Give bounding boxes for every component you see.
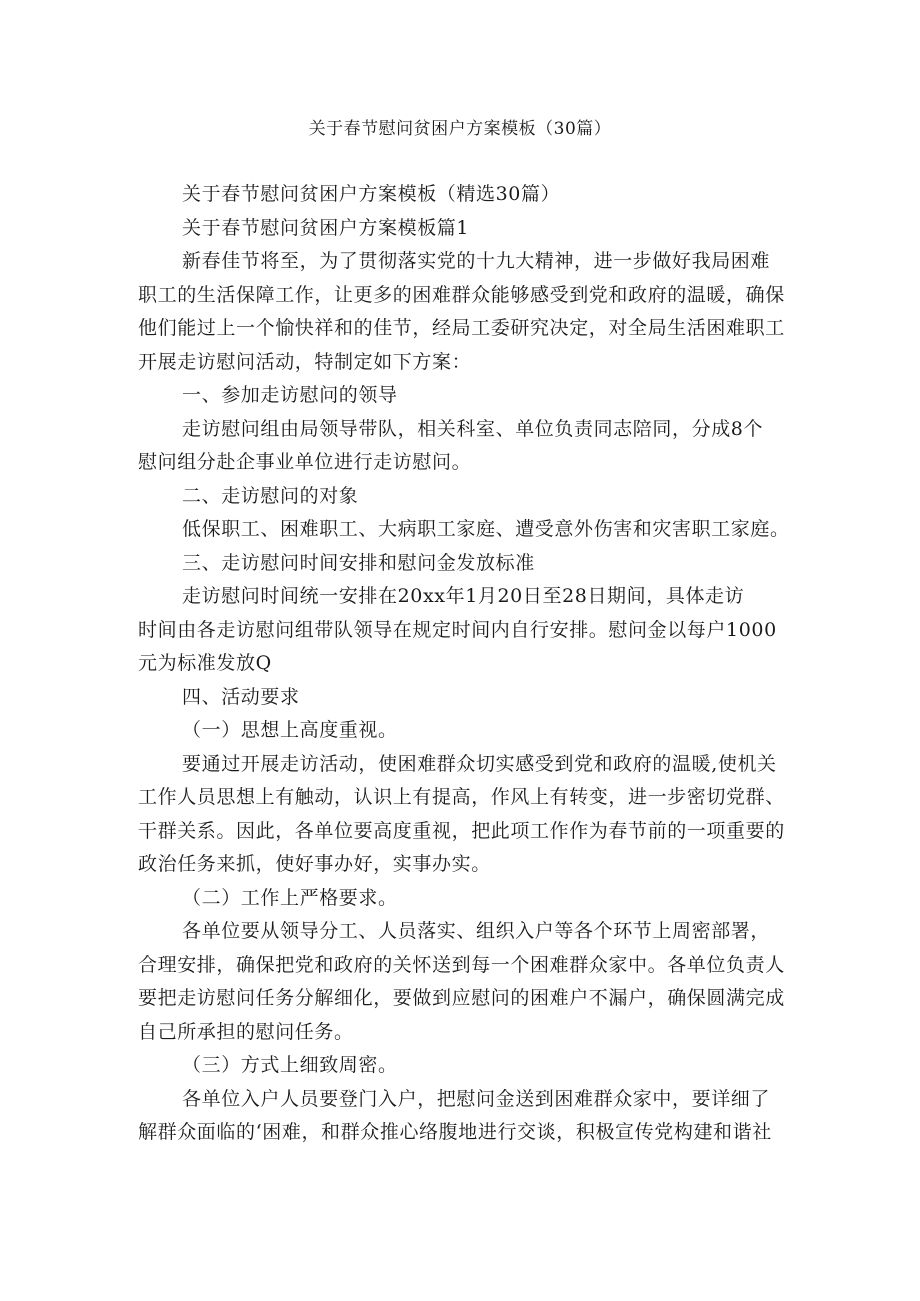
- body-line: 关于春节慰问贫困户方案模板篇1: [182, 216, 470, 239]
- body-line: 慰问组分赴企事业单位进行走访慰问。: [138, 451, 472, 473]
- body-line: 政治任务来抓，使好事办好，实事办实。: [138, 853, 491, 875]
- body-line: 开展走访慰问活动，特制定如下方案：: [138, 350, 472, 373]
- body-line: （三）方式上细致周密。: [182, 1054, 398, 1076]
- body-line: 一、参加走访慰问的领导: [182, 384, 398, 406]
- body-line: 职工的生活保障工作，让更多的困难群众能够感受到党和政府的温暖，确保: [138, 283, 785, 306]
- body-line: 各单位入户人员要登门入户，把慰问金送到困难群众家中，要详细了: [182, 1087, 771, 1110]
- document-title: 关于春节慰问贫困户方案模板（30篇）: [308, 119, 612, 139]
- body-line: 走访慰问组由局领导带队，相关科室、单位负责同志陪同，分成8个: [182, 417, 764, 440]
- body-line: （一）思想上高度重视。: [182, 719, 398, 741]
- body-line: 元为标准发放Q: [138, 652, 272, 674]
- body-line: 低保职工、困难职工、大病职工家庭、遭受意外伤害和灾害职工家庭。: [182, 518, 790, 540]
- body-line: 要通过开展走访活动，使困难群众切实感受到党和政府的温暖,使机关: [182, 752, 777, 775]
- body-line: 他们能过上一个愉快祥和的佳节，经局工委研究决定，对全局生活困难职工: [138, 317, 785, 339]
- body-line: 四、活动要求: [182, 685, 300, 708]
- body-line: 时间由各走访慰问组带队领导在规定时间内自行安排。慰问金以每户1000: [138, 618, 777, 641]
- body-line: 二、走访慰问的对象: [182, 484, 359, 507]
- body-line: 三、走访慰问时间安排和慰问金发放标准: [182, 551, 535, 574]
- document-body: [138, 178, 790, 1150]
- body-line: 干群关系。因此，各单位要高度重视，把此项工作作为春节前的一项重要的: [138, 819, 785, 842]
- body-line: 走访慰问时间统一安排在20xx年1月20日至28日期间，具体走访: [182, 585, 745, 607]
- body-line: 关于春节慰问贫困户方案模板（精选30篇）: [182, 183, 561, 205]
- body-line: 合理安排，确保把党和政府的关怀送到每一个困难群众家中。各单位负责人: [138, 953, 785, 976]
- body-line: 解群众面临的‘困难，和群众推心络腹地进行交谈，积极宣传党构建和谐社: [138, 1121, 772, 1143]
- body-line: 新春佳节将至，为了贯彻落实党的十九大精神，进一步做好我局困难: [182, 250, 771, 272]
- body-line: 要把走访慰问任务分解细化，要做到应慰问的困难户不漏户，确保圆满完成: [138, 987, 785, 1009]
- body-line: 自己所承担的慰问任务。: [138, 1020, 354, 1043]
- body-line: 工作人员思想上有触动，认识上有提高，作风上有转变，进一步密切党群、: [138, 786, 785, 808]
- body-line: 各单位要从领导分工、人员落实、组织入户等各个环节上周密部署，: [182, 920, 771, 942]
- body-line: （二）工作上严格要求。: [182, 886, 398, 909]
